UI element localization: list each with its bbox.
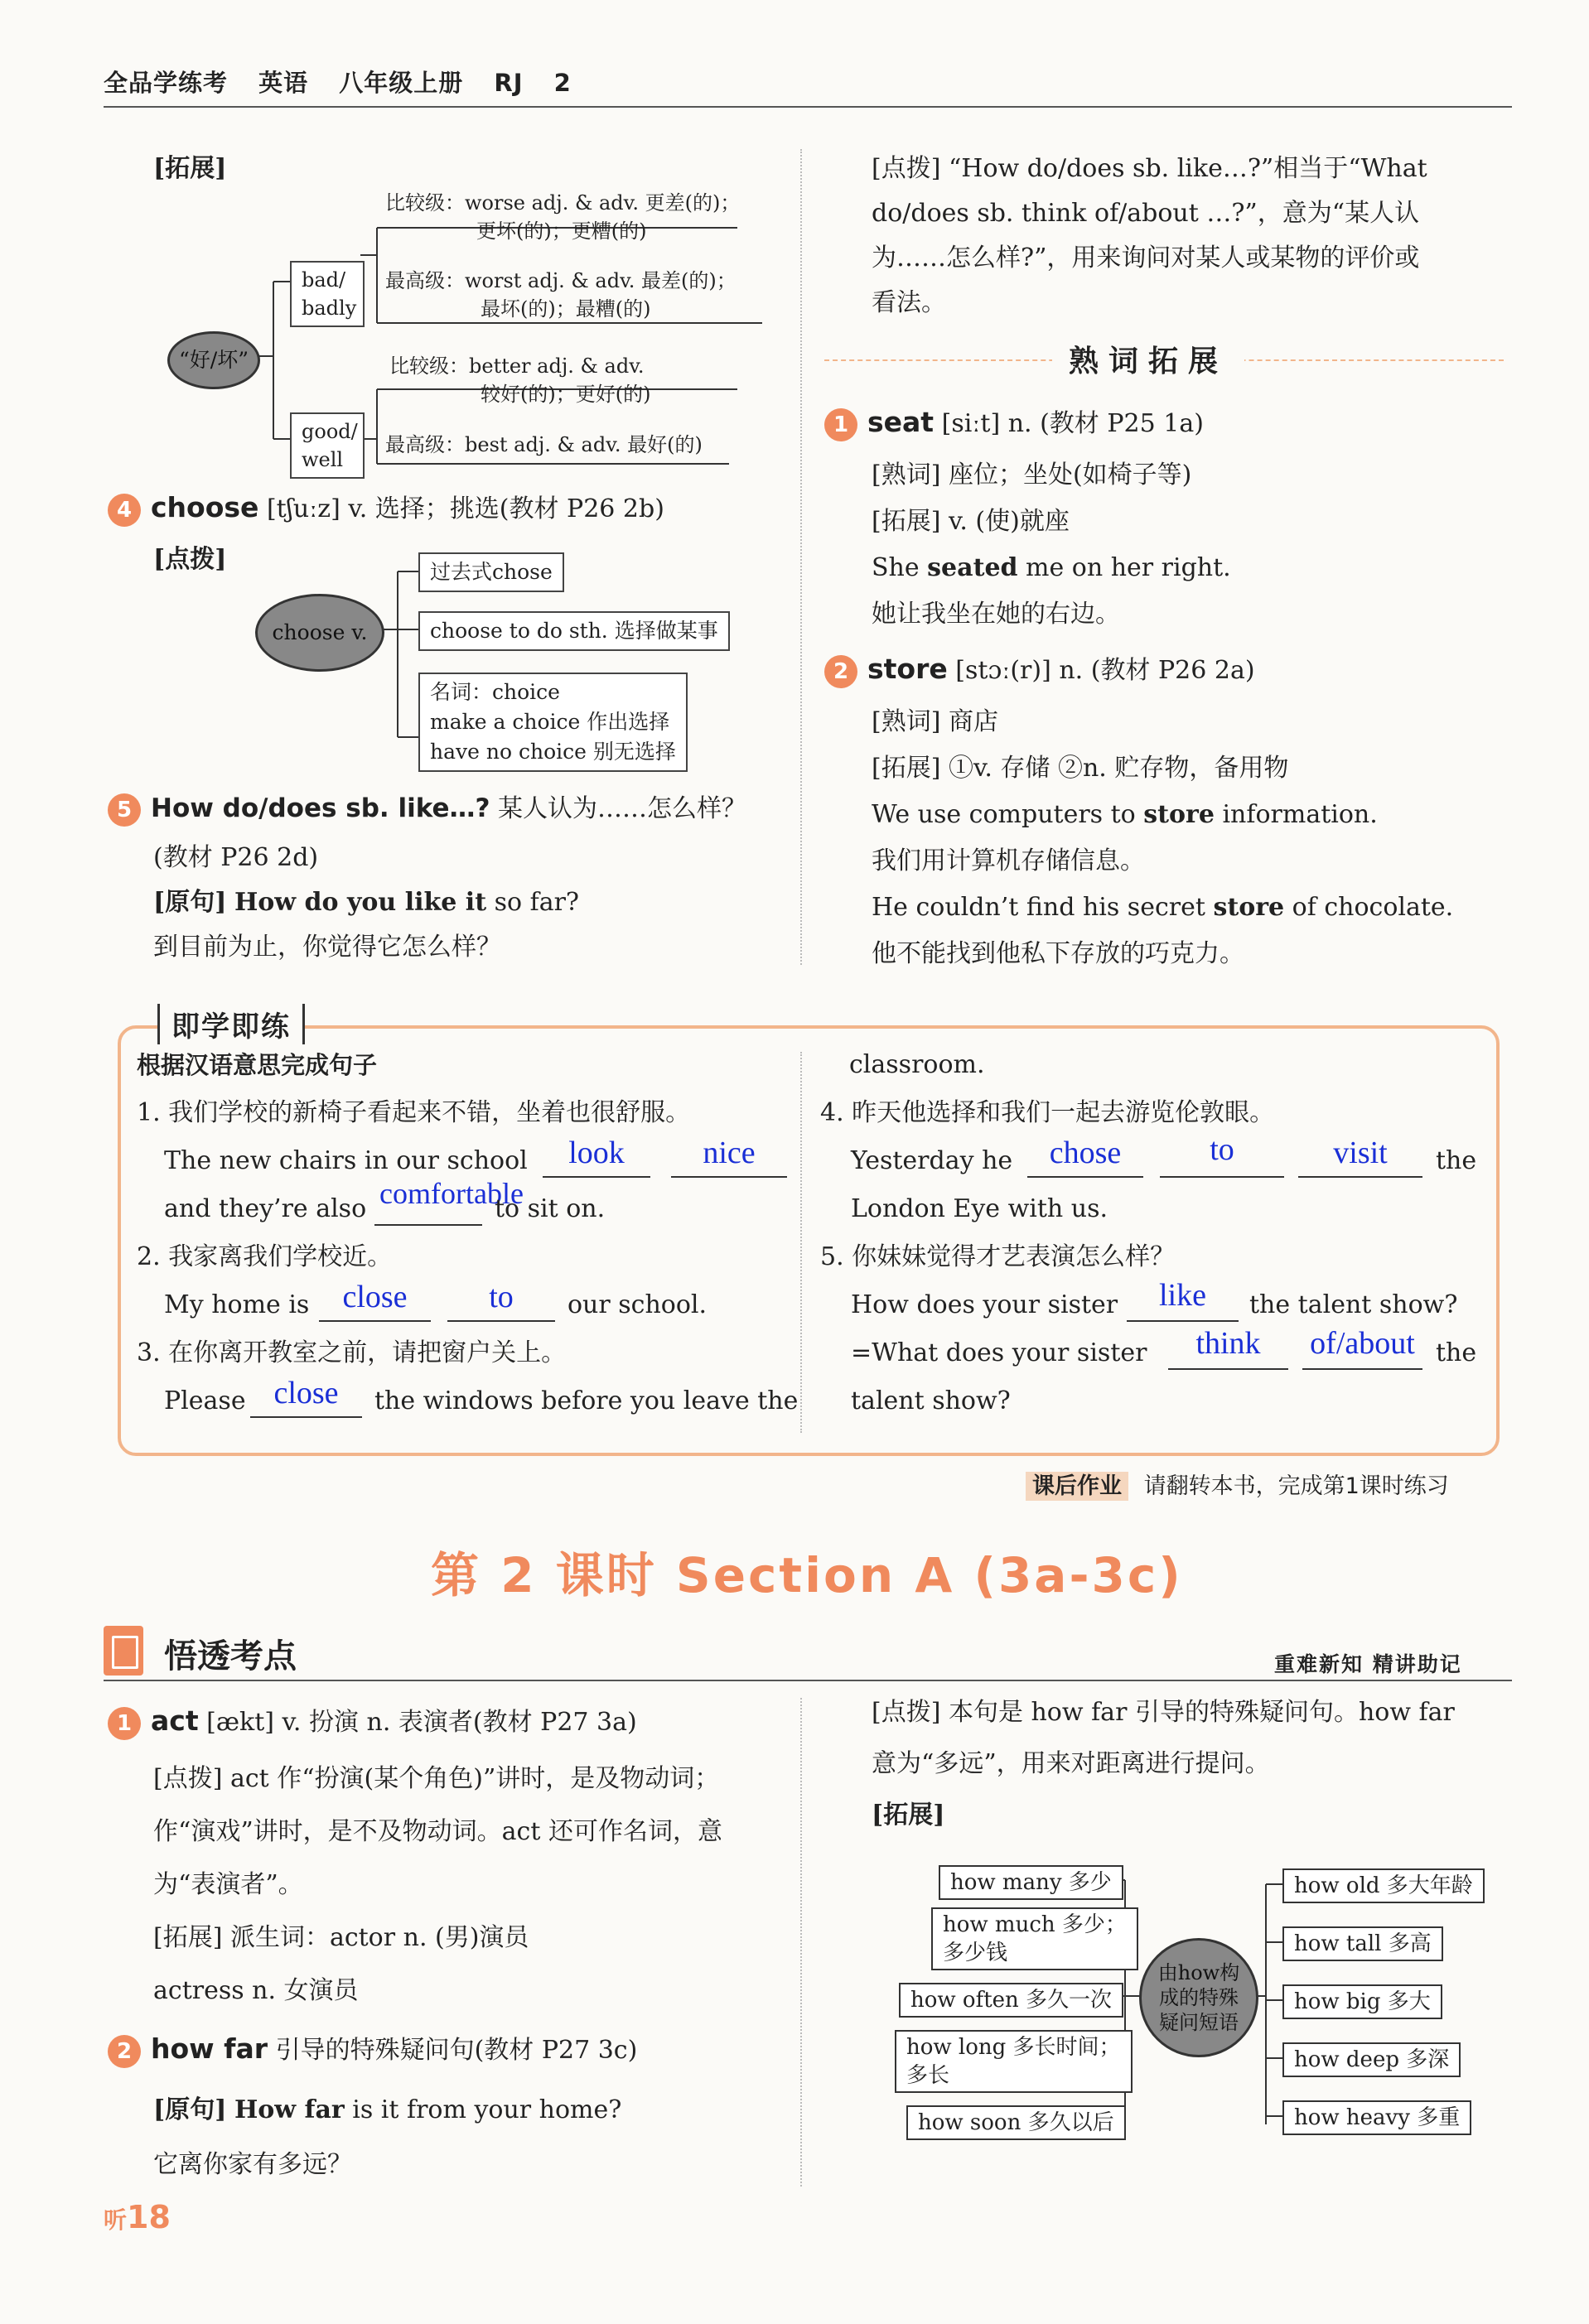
item-seat [824,399,1204,447]
bad-superlative: 最高级：worst adj. & adv. 最差(的)； [385,269,737,292]
q1-line2b: to sit on. [495,1194,606,1223]
running-header [104,65,593,99]
tuozhan-label: [拓展] [153,154,227,183]
q4-answer3: visit [1333,1135,1388,1170]
footer-prefix: 听 [104,2206,128,2234]
good-bad-tree-lines [166,190,779,472]
headword: How do/does sb. like…? [151,793,490,823]
item-act [108,1698,637,1746]
yuanju-label: [原句] [153,888,227,917]
how-deep: how deep 多深 [1282,2042,1461,2077]
q2-answer1: close [342,1280,408,1314]
kaodian-subtitle: 重难新知 精讲助记 [1274,1652,1462,1676]
q2-answer2: to [489,1280,514,1314]
seat-familiar: [熟词] 座位；坐处(如椅子等) [872,460,1192,489]
shuci-banner: 熟词拓展 [1052,338,1244,380]
q5-line2a: =What does your sister [851,1338,1147,1367]
homework-tag: 课后作业 [1026,1472,1128,1501]
act-actress: actress n. 女演员 [153,1976,359,2005]
how-big: how big 多大 [1282,1984,1442,2019]
sentence-rest: is it from your home? [344,2095,622,2124]
dianbo-label: [点拨] [153,545,227,574]
seat-translation: 她让我坐在她的右边。 [872,600,1120,629]
store-example2 [872,885,1453,931]
dianbo-line4: 看法。 [872,288,946,317]
translation: 到目前为止，你觉得它怎么样？ [153,933,501,962]
dianbo-line3: 为……怎么样?”，用来询问对某人或某物的评价或 [872,243,1420,272]
q5-chinese: 5. 你妹妹觉得才艺表演怎么样？ [820,1242,1176,1271]
bold-phrase: How far [234,2095,345,2124]
q5-answer1: like [1159,1278,1206,1313]
q5-answer2: think [1195,1326,1261,1361]
yuanju-label: [原句] [153,2095,227,2124]
item-number: 1 [824,408,857,441]
headword: how far [151,2032,268,2065]
definition: 某人认为……怎么样？ [490,794,747,823]
kaodian-title: 悟透考点 [164,1637,297,1675]
q3-blank1[interactable] [250,1416,362,1418]
q5-line2b: the [1436,1338,1477,1367]
dianbo-line1: [点拨] “How do/does sb. like…?”相当于“What [872,154,1427,183]
how-old: how old 多大年龄 [1282,1868,1485,1903]
text: She [872,553,928,582]
how-much: how much 多少； 多少钱 [931,1907,1138,1970]
q4-blank1[interactable] [1027,1176,1143,1178]
q2-chinese: 2. 我家离我们学校近。 [137,1242,393,1271]
text: me on her right. [1017,553,1231,582]
have-no-choice: have no choice 别无选择 [430,740,676,764]
howfar-extend-label: [拓展] [872,1801,945,1830]
definition: 引导的特殊疑问句(教材 P27 3c) [268,2036,638,2065]
good-comparative-meaning: 较好(的)；更好(的) [481,383,651,406]
section-title: 第 2 课时 Section A (3a-3c) [431,1547,1183,1603]
bad-comparative-meaning: 更坏(的)；更糟(的) [476,219,647,243]
q2-blank1[interactable] [319,1320,431,1322]
header-rule [104,106,1512,108]
q4-answer1: chose [1049,1135,1122,1170]
bold-phrase: How do you like it [234,888,487,917]
make-a-choice: make a choice 作出选择 [430,710,670,734]
q4-blank2[interactable] [1160,1176,1284,1178]
dianbo-line2: do/does sb. think of/about …?”，意为“某人认 [872,199,1420,228]
choose-to-do: choose to do sth. 选择做某事 [418,611,730,651]
text: He couldn’t find his secret [872,893,1214,922]
q2-line1a: My home is [164,1290,310,1319]
how-phrases-node: 由how构 成的特殊 疑问短语 [1139,1938,1258,2057]
act-line2: 作“演戏”讲时，是不及物动词。act 还可作名词，意 [153,1817,722,1846]
bad-comparative: 比较级：worse adj. & adv. 更差(的)； [385,191,741,215]
volume-number: 2 [553,69,572,97]
q1-answer1: look [568,1135,625,1170]
howfar-dianbo2: 意为“多远”，用来对距离进行提问。 [872,1749,1270,1778]
how-often: how often 多久一次 [899,1983,1123,2018]
store-extend: [拓展] ①v. 存储 ②n. 贮存物，备用物 [872,754,1289,783]
page-number: 18 [127,2199,171,2235]
headword: seat [867,406,935,438]
choose-node: choose v. [255,594,384,672]
practice-divider [800,1052,802,1433]
practice-instruction: 根据汉语意思完成句子 [137,1051,378,1079]
q5-blank2[interactable] [1168,1368,1288,1370]
bold-word: seated [927,553,1018,582]
item-how-like [108,785,746,832]
headword: choose [151,491,259,523]
good-well-node: good/ well [290,412,365,479]
q4-line1a: Yesterday he [851,1146,1013,1175]
kaodian-icon [104,1626,143,1675]
good-bad-node: “好/坏” [167,331,260,389]
how-heavy: how heavy 多重 [1282,2100,1471,2135]
store-translation1: 我们用计算机存储信息。 [872,846,1145,875]
q3-line1b: the windows before you leave the [374,1386,799,1415]
how-tall: how tall 多高 [1282,1926,1443,1961]
act-line1: [点拨] act 作“扮演(某个角色)”讲时，是及物动词； [153,1764,720,1793]
howfar-original [153,2087,621,2134]
item-number: 2 [824,655,857,688]
q4-answer2: to [1210,1132,1234,1167]
page-footer [104,2199,171,2235]
column-divider [800,149,802,965]
q3-answer1: close [273,1376,339,1410]
definition: [stɔː(r)] n. (教材 P26 2a) [947,656,1255,685]
q4-line2: London Eye with us. [851,1194,1108,1223]
q5-answer3: of/about [1310,1326,1415,1361]
seat-extend: [拓展] v. (使)就座 [872,507,1070,536]
definition: [tʃuːz] v. 选择；挑选(教材 P26 2b) [258,494,664,523]
q1-answer2: nice [703,1135,756,1170]
headword: store [867,653,948,685]
q1-answer3: comfortable [379,1177,524,1210]
act-line3: 为“表演者”。 [153,1870,303,1899]
q1-blank1[interactable] [543,1176,650,1178]
headword: act [151,1704,199,1737]
definition: [siːt] n. (教材 P25 1a) [934,409,1204,438]
column-divider-bottom [800,1698,802,2187]
how-many: how many 多少 [939,1865,1123,1900]
q1-chinese: 1. 我们学校的新椅子看起来不错，坐着也很舒服。 [137,1098,691,1127]
good-superlative: 最高级：best adj. & adv. 最好(的) [385,433,703,456]
grade: 八年级上册 [339,69,464,97]
good-comparative: 比较级：better adj. & adv. [389,354,645,378]
text: of chocolate. [1284,893,1454,922]
item-number: 5 [108,793,141,827]
bold-word: store [1143,800,1215,829]
howfar-dianbo1: [点拨] 本句是 how far 引导的特殊疑问句。how far [872,1698,1455,1727]
text: information. [1214,800,1378,829]
original-sentence [153,880,579,926]
edition: RJ [494,69,524,97]
q5-line3: talent show? [851,1386,1011,1415]
q2-blank2[interactable] [447,1320,555,1322]
act-extend: [拓展] 派生词：actor n. (男)演员 [153,1923,529,1952]
item-how-far [108,2026,637,2074]
bad-superlative-meaning: 最坏(的)；最糟(的) [481,297,651,321]
store-translation2: 他不能找到他私下存放的巧克力。 [872,939,1244,968]
q3-line1a: Please [164,1386,246,1415]
subject: 英语 [258,69,309,97]
q4-chinese: 4. 昨天他选择和我们一起去游览伦敦眼。 [820,1098,1275,1127]
item-store [824,646,1255,694]
q5-line1a: How does your sister [851,1290,1118,1319]
choose-noun-box [418,673,688,772]
bad-badly-node: bad/ badly [290,261,365,327]
q3-chinese: 3. 在你离开教室之前，请把窗户关上。 [137,1338,567,1367]
noun-choice: 名词：choice [430,680,560,704]
item-number: 4 [108,494,141,527]
store-example1 [872,792,1378,838]
sentence-rest: so far? [486,888,580,917]
textbook-ref: (教材 P26 2d) [153,843,319,872]
howfar-translation: 它离你家有多远？ [153,2150,352,2179]
how-long: how long 多长时间； 多长 [895,2030,1133,2093]
q1-line1: The new chairs in our school [164,1146,528,1175]
text: We use computers to [872,800,1144,829]
kaodian-rule [104,1680,1512,1681]
store-familiar: [熟词] 商店 [872,707,998,736]
choose-past-tense: 过去式chose [418,552,564,592]
q1-blank3[interactable] [374,1224,482,1226]
how-soon: how soon 多久以后 [906,2105,1126,2140]
item-choose [108,485,664,533]
q3-line2: classroom. [849,1050,985,1079]
q4-blank3[interactable] [1298,1176,1422,1178]
q2-line1b: our school. [568,1290,708,1319]
definition: [ækt] v. 扮演 n. 表演者(教材 P27 3a) [198,1708,637,1737]
q1-blank2[interactable] [671,1176,787,1178]
item-number: 2 [108,2035,141,2068]
q5-blank3[interactable] [1302,1368,1422,1370]
q1-line2a: and they’re also [164,1194,367,1223]
q4-line1b: the [1436,1146,1477,1175]
practice-title: 即学即练 [157,1004,305,1044]
book-name: 全品学练考 [104,69,229,97]
homework-text: 请翻转本书，完成第1课时练习 [1143,1473,1449,1499]
bold-word: store [1213,893,1285,922]
seat-example [872,545,1231,591]
q5-blank1[interactable] [1127,1320,1239,1322]
item-number: 1 [108,1707,141,1740]
q5-line1b: the talent show? [1249,1290,1458,1319]
homework-note [1026,1468,1449,1500]
